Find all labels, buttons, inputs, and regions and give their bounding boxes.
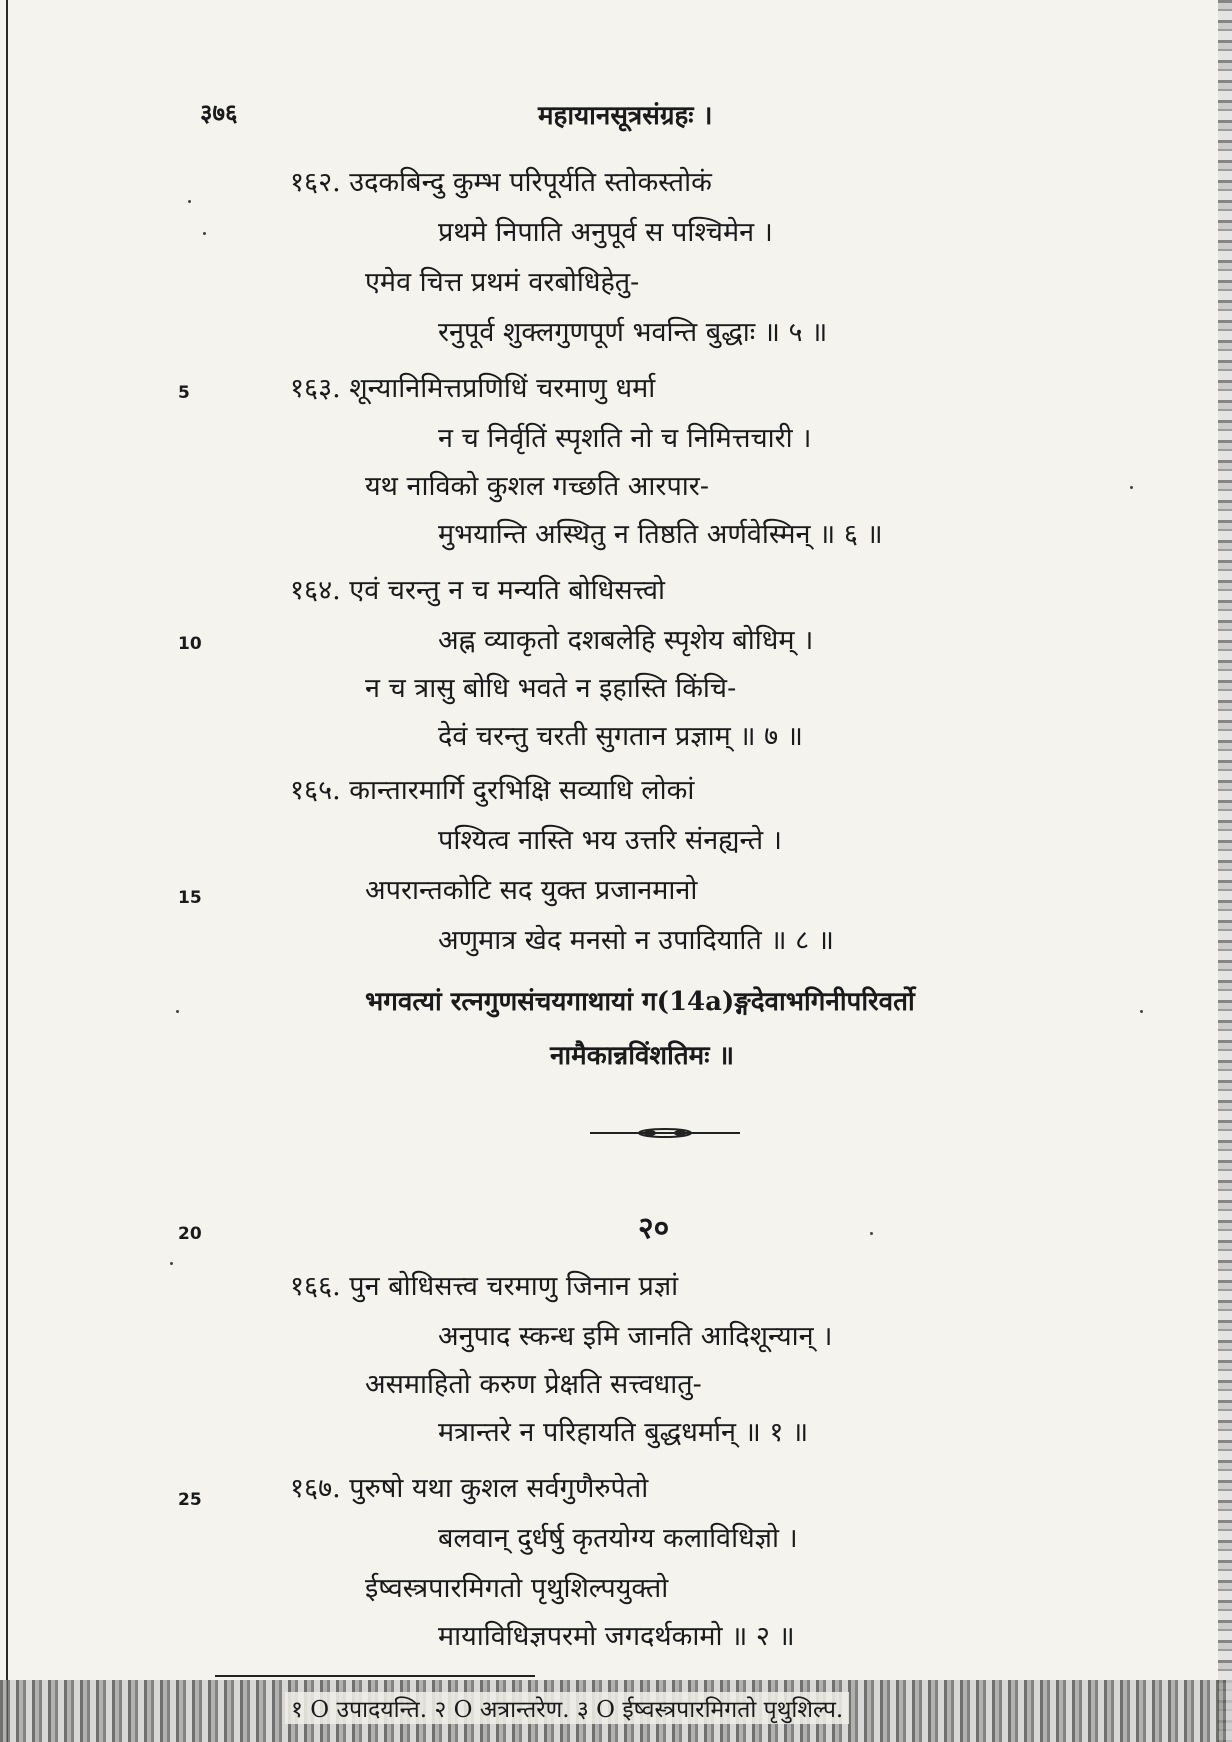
verse-line: देवं चरन्तु चरती सुगतान प्रज्ञाम् ॥ ७ ॥ [438, 721, 803, 752]
line-number: 15 [178, 888, 202, 908]
footnotes: १ O उपादयन्ति. २ O अत्रान्तरेण. ३ O ईष्वस्त्रपारमिगतो पृथुशिल्प. [285, 1692, 849, 1724]
scan-right-edge [1218, 0, 1232, 1742]
verse-line: रनुपूर्व शुक्लगुणपूर्ण भवन्ति बुद्धाः ॥ ५ ॥ [438, 317, 828, 348]
page-number: ३७६ [200, 98, 238, 127]
verse-line: १६४. एवं चरन्तु न च मन्यति बोधिसत्त्वो [290, 575, 666, 606]
verse-line: पश्यित्व नास्ति भय उत्तरि संनह्यन्ते । [438, 825, 782, 856]
scan-left-edge [6, 0, 8, 1742]
scan-speck [1140, 1010, 1143, 1013]
line-number: 10 [178, 634, 202, 654]
verse-line: १६३. शून्यानिमित्तप्रणिधिं चरमाणु धर्मा [290, 373, 656, 404]
verse-line: प्रथमे निपाति अनुपूर्व स पश्चिमेन । [438, 217, 773, 248]
verse-line: अपरान्तकोटि सद युक्त प्रजानमानो [365, 875, 698, 906]
scan-speck [203, 232, 206, 235]
verse-line: बलवान् दुर्धर्षु कृतयोग्य कलाविधिज्ञो । [438, 1523, 798, 1554]
verse-line: १६२. उदकबिन्दु कुम्भ परिपूर्यति स्तोकस्तोकं [290, 167, 712, 198]
verse-line: असमाहितो करुण प्रेक्षति सत्त्वधातु- [365, 1369, 702, 1400]
colophon-line: नामैकान्नविंशतिमः ॥ [550, 1041, 735, 1071]
page-header [0, 96, 1232, 136]
verse-line: मुभयान्ति अस्थितु न तिष्ठति अर्णवेस्मिन् ॥ ६ ॥ [438, 519, 883, 550]
scan-speck [188, 200, 191, 203]
colophon-line: भगवत्यां रत्नगुणसंचयगाथायां ग(14a)ङ्गदेवाभगिनीपरिवर्तो [365, 987, 915, 1017]
line-number: 5 [178, 383, 190, 403]
verse-line: १६५. कान्तारमार्गि दुरभिक्षि सव्याधि लोकां [290, 775, 695, 806]
chapter-number: २० [638, 1211, 670, 1246]
verse-line: यथ नाविको कुशल गच्छति आरपार- [365, 471, 709, 502]
verse-line: न च त्रासु बोधि भवते न इहास्ति किंचि- [365, 673, 737, 704]
line-number: 25 [178, 1490, 202, 1510]
verse-line: अह्न व्याकृतो दशबलेहि स्पृशेय बोधिम् । [438, 625, 814, 656]
line-number: 20 [178, 1224, 202, 1244]
verse-line: १६७. पुरुषो यथा कुशल सर्वगुणैरुपेतो [290, 1473, 649, 1504]
verse-line: मायाविधिज्ञपरमो जगदर्थकामो ॥ २ ॥ [438, 1621, 795, 1652]
scan-speck [1130, 486, 1133, 489]
footnote-rule [215, 1675, 535, 1677]
verse-line: १६६. पुन बोधिसत्त्व चरमाणु जिनान प्रज्ञां [290, 1271, 679, 1302]
verse-line: अणुमात्र खेद मनसो न उपादियाति ॥ ८ ॥ [438, 925, 834, 956]
ornament-divider [590, 1126, 740, 1140]
verse-line: ईष्वस्त्रपारमिगतो पृथुशिल्पयुक्तो [365, 1573, 669, 1604]
scan-speck [170, 1262, 173, 1265]
verse-line: न च निर्वृतिं स्पृशति नो च निमित्तचारी । [438, 423, 812, 454]
verse-line: अनुपाद स्कन्ध इमि जानति आदिशून्यान् । [438, 1321, 833, 1352]
verse-line: मत्रान्तरे न परिहायति बुद्धधर्मान् ॥ १ ॥ [438, 1417, 809, 1448]
scan-speck [176, 1010, 179, 1013]
verse-line: एमेव चित्त प्रथमं वरबोधिहेतु- [365, 267, 640, 298]
scan-speck [870, 1232, 873, 1235]
running-title: महायानसूत्रसंग्रहः । [538, 101, 713, 131]
